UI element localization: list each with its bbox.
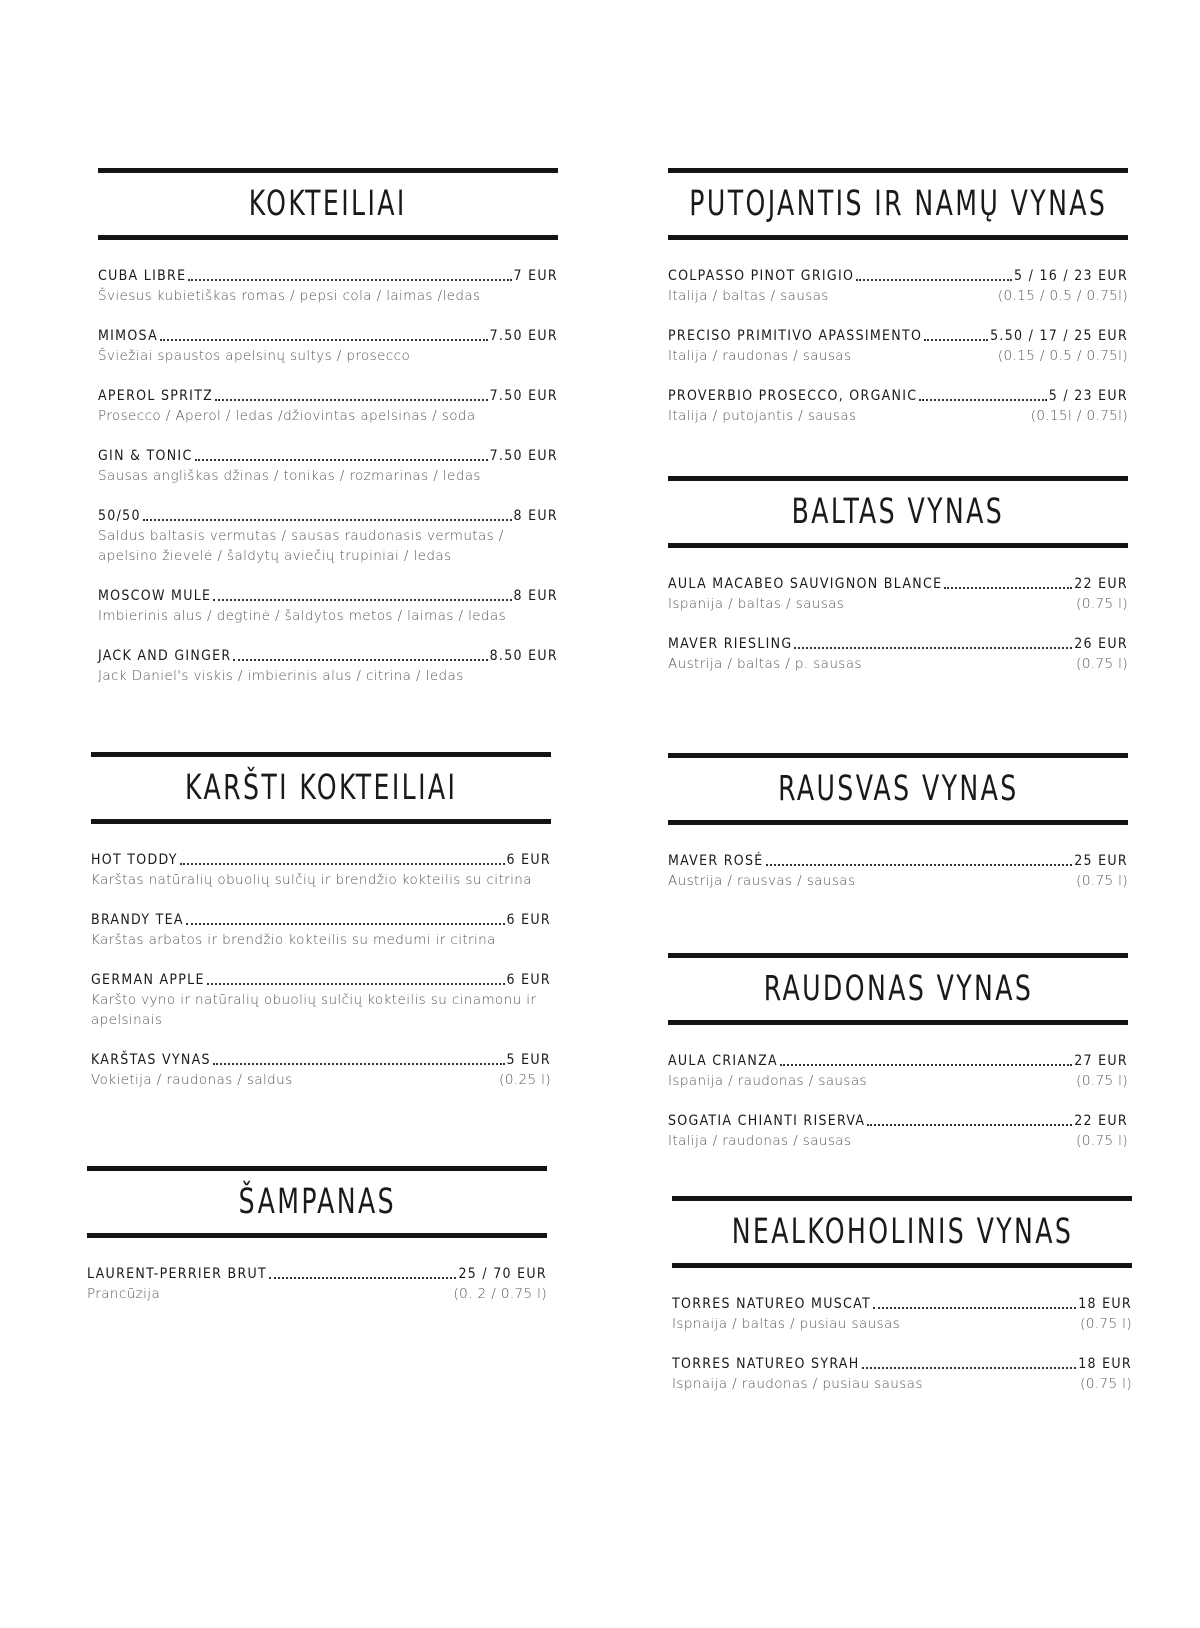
item-price: 5 EUR — [506, 1052, 551, 1068]
item-title-line — [91, 971, 551, 990]
menu-item — [98, 647, 558, 686]
item-volume: (0.75 l) — [1076, 1133, 1128, 1149]
item-name: HOT TODDY — [91, 852, 178, 868]
item-desc-line — [91, 1070, 551, 1090]
item-title-line — [672, 1295, 1132, 1314]
item-desc-line — [672, 1314, 1132, 1334]
dot-leader — [180, 859, 505, 865]
section-header — [91, 752, 551, 824]
item-title-line — [668, 267, 1128, 286]
item-description: Ispanija / raudonas / sausas — [668, 1073, 867, 1089]
dot-leader — [233, 655, 487, 661]
menu-item — [98, 447, 558, 486]
item-desc-line — [668, 594, 1128, 614]
item-name: LAURENT-PERRIER BRUT — [87, 1266, 268, 1282]
item-description: Sausas angliškas džinas / tonikas / rozmarinas / ledas — [98, 468, 481, 484]
dot-leader — [873, 1303, 1076, 1309]
item-name: SOGATIA CHIANTI RISERVA — [668, 1113, 866, 1129]
section-kokteiliai — [98, 168, 558, 707]
menu-item — [91, 1051, 551, 1090]
menu-item — [98, 587, 558, 626]
section-sampanas — [87, 1166, 547, 1325]
menu-items — [672, 1295, 1132, 1394]
item-desc-line — [668, 654, 1128, 674]
item-description: Šviesus kubietiškas romas / pepsi cola / laimas /ledas — [98, 288, 481, 304]
item-volume: (0.15 / 0.5 / 0.75l) — [997, 348, 1128, 364]
section-title: ŠAMPANAS — [238, 1182, 396, 1222]
item-volume: (0.75 l) — [1076, 656, 1128, 672]
item-volume: (0. 2 / 0.75 l) — [453, 1286, 547, 1302]
menu-item — [668, 1052, 1128, 1091]
item-name: GERMAN APPLE — [91, 972, 205, 988]
item-title-line — [91, 851, 551, 870]
item-description: Saldus baltasis vermutas / sausas raudonasis vermutas / apelsino žievelė / šaldytų aviečių trupiniai / ledas — [98, 528, 504, 564]
section-header — [672, 1196, 1132, 1268]
item-title-line — [91, 911, 551, 930]
item-description: Imbierinis alus / degtinė / šaldytos metos / laimas / ledas — [98, 608, 507, 624]
dot-leader — [269, 1273, 456, 1279]
item-name: MIMOSA — [98, 328, 159, 344]
menu-item — [668, 852, 1128, 891]
item-name: 50/50 — [98, 508, 141, 524]
section-baltas-vynas — [668, 476, 1128, 695]
item-title-line — [98, 327, 558, 346]
menu-item — [668, 327, 1128, 366]
menu-item — [672, 1295, 1132, 1334]
section-header — [668, 476, 1128, 548]
item-price: 27 EUR — [1074, 1053, 1128, 1069]
item-title-line — [672, 1355, 1132, 1374]
dot-leader — [188, 275, 511, 281]
menu-item — [668, 575, 1128, 614]
item-desc-line — [87, 1284, 547, 1304]
dot-leader — [143, 515, 512, 521]
item-title-line — [668, 852, 1128, 871]
menu-items — [668, 1052, 1128, 1151]
item-description: Italija / baltas / sausas — [668, 288, 829, 304]
section-title: RAUDONAS VYNAS — [763, 969, 1033, 1009]
item-name: APEROL SPRITZ — [98, 388, 214, 404]
section-header — [668, 753, 1128, 825]
menu-item — [87, 1265, 547, 1304]
item-price: 18 EUR — [1078, 1356, 1132, 1372]
item-desc-line — [98, 466, 558, 486]
item-price: 25 EUR — [1074, 853, 1128, 869]
item-price: 25 / 70 EUR — [458, 1266, 547, 1282]
dot-leader — [794, 643, 1072, 649]
item-volume: (0.75 l) — [1080, 1316, 1132, 1332]
dot-leader — [215, 395, 488, 401]
dot-leader — [867, 1120, 1072, 1126]
item-name: AULA MACABEO SAUVIGNON BLANCE — [668, 576, 943, 592]
item-price: 26 EUR — [1074, 636, 1128, 652]
item-description: Ispanija / baltas / sausas — [668, 596, 845, 612]
item-description: Prancūzija — [87, 1286, 161, 1302]
item-title-line — [91, 1051, 551, 1070]
dot-leader — [766, 860, 1073, 866]
menu-item — [98, 387, 558, 426]
item-volume: (0.75 l) — [1076, 1073, 1128, 1089]
item-name: PROVERBIO PROSECCO, ORGANIC — [668, 388, 918, 404]
item-title-line — [87, 1265, 547, 1284]
item-volume: (0.75 l) — [1076, 873, 1128, 889]
item-price: 8.50 EUR — [489, 648, 558, 664]
item-description: Prosecco / Aperol / ledas /džiovintas apelsinas / soda — [98, 408, 476, 424]
item-desc-line — [91, 930, 551, 950]
menu-item — [98, 267, 558, 306]
item-name: CUBA LIBRE — [98, 268, 187, 284]
menu-items — [668, 575, 1128, 674]
item-description: Italija / raudonas / sausas — [668, 1133, 852, 1149]
item-desc-line — [672, 1374, 1132, 1394]
item-name: AULA CRIANZA — [668, 1053, 778, 1069]
item-price: 7.50 EUR — [489, 388, 558, 404]
section-rausvas-vynas — [668, 753, 1128, 912]
section-putojantis — [668, 168, 1128, 447]
item-price: 5.50 / 17 / 25 EUR — [990, 328, 1128, 344]
section-title: KOKTEILIAI — [249, 184, 407, 224]
section-title: NEALKOHOLINIS VYNAS — [731, 1212, 1073, 1252]
menu-items — [668, 267, 1128, 426]
item-name: JACK AND GINGER — [98, 648, 232, 664]
item-volume: (0.75 l) — [1076, 596, 1128, 612]
item-desc-line — [668, 286, 1128, 306]
dot-leader — [186, 919, 505, 925]
section-title: PUTOJANTIS IR NAMŲ VYNAS — [688, 184, 1108, 224]
item-desc-line — [98, 606, 558, 626]
dot-leader — [862, 1363, 1077, 1369]
item-name: MOSCOW MULE — [98, 588, 212, 604]
item-title-line — [98, 647, 558, 666]
item-description: Karštas natūralių obuolių sulčių ir brendžio kokteilis su citrina — [91, 872, 532, 888]
item-desc-line — [98, 666, 558, 686]
menu-item — [668, 635, 1128, 674]
item-price: 6 EUR — [506, 852, 551, 868]
item-description: Šviežiai spaustos apelsinų sultys / prosecco — [98, 348, 411, 364]
dot-leader — [919, 395, 1046, 401]
section-header — [98, 168, 558, 240]
item-price: 18 EUR — [1078, 1296, 1132, 1312]
item-title-line — [98, 587, 558, 606]
item-price: 7 EUR — [513, 268, 558, 284]
menu-items — [91, 851, 551, 1090]
item-price: 8 EUR — [513, 588, 558, 604]
menu-item — [91, 971, 551, 1030]
item-description: Italija / putojantis / sausas — [668, 408, 857, 424]
item-title-line — [668, 327, 1128, 346]
item-volume: (0.15l / 0.75l) — [1030, 408, 1128, 424]
item-name: GIN & TONIC — [98, 448, 193, 464]
item-desc-line — [91, 870, 551, 890]
menu-item — [672, 1355, 1132, 1394]
item-volume: (0.25 l) — [499, 1072, 551, 1088]
item-price: 7.50 EUR — [489, 328, 558, 344]
item-price: 8 EUR — [513, 508, 558, 524]
dot-leader — [213, 595, 511, 601]
item-desc-line — [98, 346, 558, 366]
item-title-line — [668, 1052, 1128, 1071]
item-description: Karšto vyno ir natūralių obuolių sulčių kokteilis su cinamonu ir apelsinais — [91, 992, 537, 1028]
item-name: PRECISO PRIMITIVO APASSIMENTO — [668, 328, 923, 344]
item-desc-line — [668, 406, 1128, 426]
dot-leader — [944, 583, 1072, 589]
dot-leader — [924, 335, 988, 341]
item-desc-line — [98, 406, 558, 426]
item-description: Ispnaija / baltas / pusiau sausas — [672, 1316, 901, 1332]
item-volume: (0.75 l) — [1080, 1376, 1132, 1392]
item-title-line — [98, 267, 558, 286]
menu-item — [91, 851, 551, 890]
item-desc-line — [91, 990, 551, 1030]
dot-leader — [207, 979, 505, 985]
item-title-line — [668, 387, 1128, 406]
item-description: Jack Daniel's viskis / imbierinis alus / citrina / ledas — [98, 668, 464, 684]
menu-item — [98, 507, 558, 566]
menu-items — [668, 852, 1128, 891]
item-name: TORRES NATUREO MUSCAT — [672, 1296, 871, 1312]
dot-leader — [780, 1060, 1072, 1066]
item-description: Ispnaija / raudonas / pusiau sausas — [672, 1376, 923, 1392]
item-description: Italija / raudonas / sausas — [668, 348, 852, 364]
section-header — [668, 168, 1128, 240]
item-name: COLPASSO PINOT GRIGIO — [668, 268, 855, 284]
dot-leader — [856, 275, 1012, 281]
item-price: 6 EUR — [506, 972, 551, 988]
menu-item — [98, 327, 558, 366]
item-desc-line — [98, 286, 558, 306]
item-price: 22 EUR — [1074, 576, 1128, 592]
dot-leader — [160, 335, 488, 341]
menu-items — [98, 267, 558, 686]
menu-item — [668, 1112, 1128, 1151]
menu-item — [668, 267, 1128, 306]
section-title: RAUSVAS VYNAS — [777, 769, 1019, 809]
menu-items — [87, 1265, 547, 1304]
item-title-line — [98, 507, 558, 526]
item-desc-line — [98, 526, 558, 566]
item-name: KARŠTAS VYNAS — [91, 1052, 211, 1068]
item-description: Austrija / rausvas / sausas — [668, 873, 856, 889]
dot-leader — [195, 455, 488, 461]
section-karsti-kokteiliai — [91, 752, 551, 1111]
item-name: MAVER RIESLING — [668, 636, 793, 652]
section-nealkoholinis-vynas — [672, 1196, 1132, 1415]
item-description: Austrija / baltas / p. sausas — [668, 656, 862, 672]
item-name: TORRES NATUREO SYRAH — [672, 1356, 860, 1372]
section-raudonas-vynas — [668, 953, 1128, 1172]
item-volume: (0.15 / 0.5 / 0.75l) — [997, 288, 1128, 304]
section-header — [87, 1166, 547, 1238]
item-description: Vokietija / raudonas / saldus — [91, 1072, 293, 1088]
item-description: Karštas arbatos ir brendžio kokteilis su medumi ir citrina — [91, 932, 496, 948]
item-price: 22 EUR — [1074, 1113, 1128, 1129]
menu-item — [91, 911, 551, 950]
item-title-line — [668, 575, 1128, 594]
section-header — [668, 953, 1128, 1025]
menu-item — [668, 387, 1128, 426]
item-title-line — [98, 447, 558, 466]
item-title-line — [98, 387, 558, 406]
section-title: KARŠTI KOKTEILIAI — [184, 768, 458, 808]
dot-leader — [213, 1059, 505, 1065]
item-title-line — [668, 1112, 1128, 1131]
item-price: 5 / 16 / 23 EUR — [1014, 268, 1128, 284]
item-desc-line — [668, 346, 1128, 366]
item-price: 7.50 EUR — [489, 448, 558, 464]
item-name: MAVER ROSÉ — [668, 853, 764, 869]
item-desc-line — [668, 1131, 1128, 1151]
item-price: 5 / 23 EUR — [1048, 388, 1128, 404]
section-title: BALTAS VYNAS — [791, 492, 1005, 532]
item-title-line — [668, 635, 1128, 654]
item-desc-line — [668, 871, 1128, 891]
item-desc-line — [668, 1071, 1128, 1091]
item-name: BRANDY TEA — [91, 912, 184, 928]
item-price: 6 EUR — [506, 912, 551, 928]
